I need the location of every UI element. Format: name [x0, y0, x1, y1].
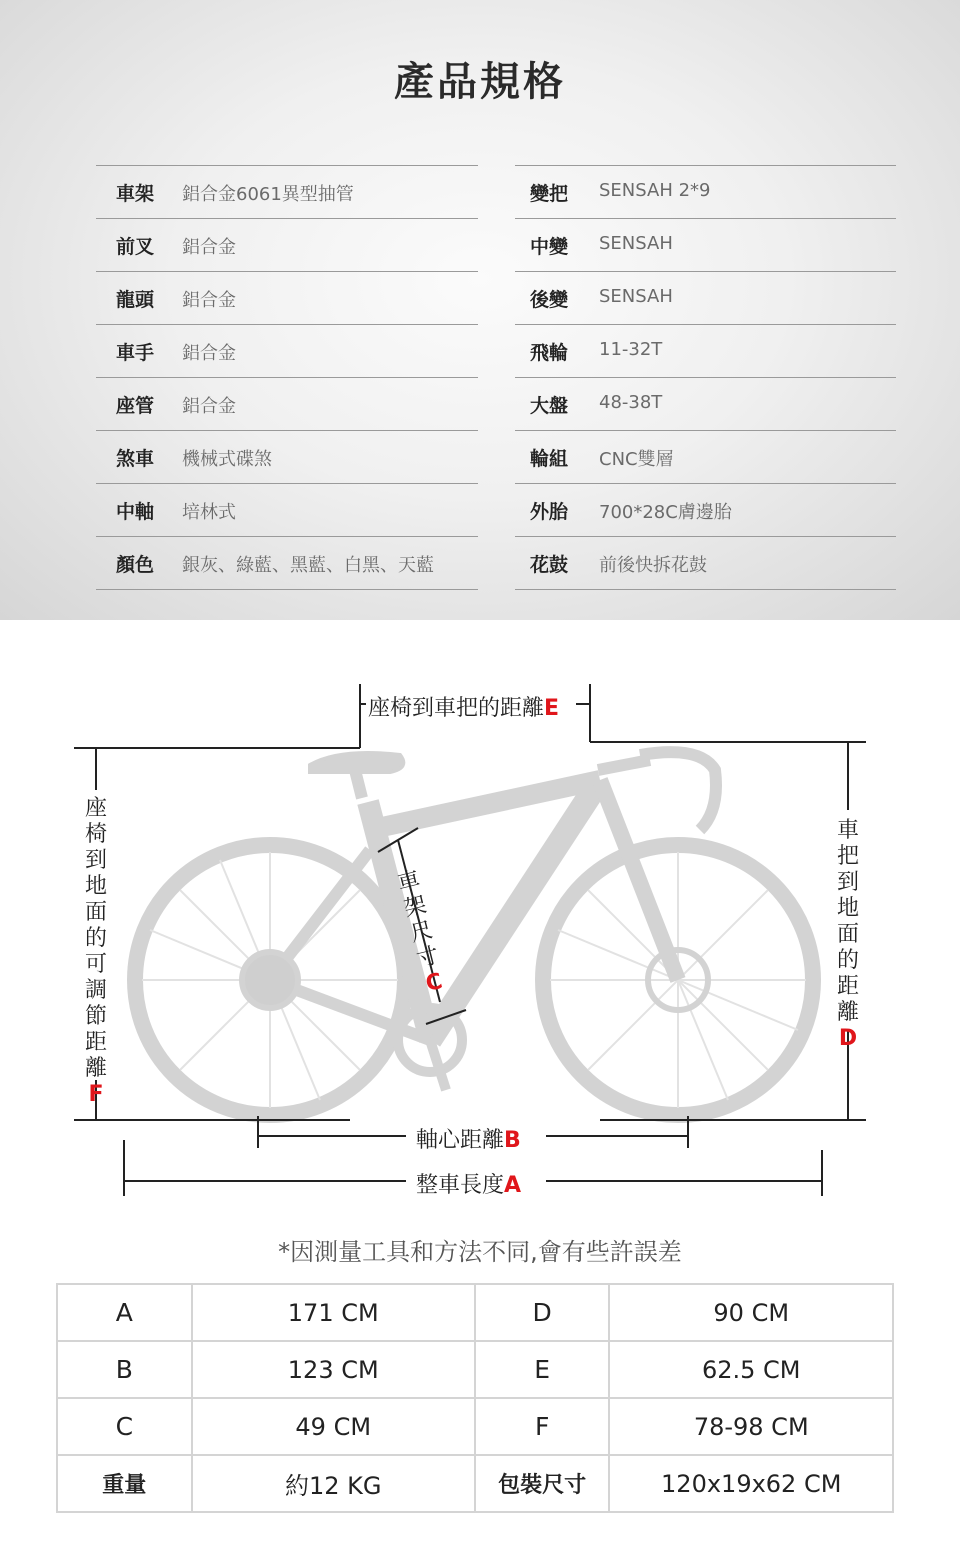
table-value: 171 CM — [192, 1284, 475, 1341]
spec-label: 輪組 — [530, 448, 569, 470]
table-row — [57, 1284, 893, 1341]
label-char: 距 — [836, 974, 859, 999]
label-char: 節 — [84, 1004, 107, 1029]
table-value: 123 CM — [192, 1341, 475, 1398]
spec-row — [96, 218, 478, 271]
spec-label: 花鼓 — [530, 554, 569, 576]
table-key: 包裝尺寸 — [475, 1455, 610, 1512]
spec-left-column — [96, 165, 478, 590]
label-char: 離 — [836, 1000, 859, 1025]
seat-height-letter: F — [88, 1082, 104, 1107]
spec-label: 變把 — [530, 183, 569, 205]
spec-value: 鋁合金 — [182, 343, 236, 364]
label-char: 到 — [84, 848, 107, 873]
seat-to-bar-label — [368, 691, 559, 722]
label-char: 椅 — [84, 822, 107, 847]
table-value: 49 CM — [192, 1398, 475, 1455]
spec-row — [515, 377, 896, 430]
spec-row — [515, 165, 896, 218]
spec-label: 座管 — [116, 395, 155, 417]
table-value: 62.5 CM — [609, 1341, 893, 1398]
spec-value: 48-38T — [599, 392, 663, 413]
bar-height-label — [835, 818, 861, 1052]
spec-row — [96, 377, 478, 430]
spec-value: 11-32T — [599, 339, 663, 360]
label-char: 地 — [84, 874, 107, 899]
label-char: 地 — [836, 896, 859, 921]
spec-value: 銀灰、綠藍、黑藍、白黑、天藍 — [182, 555, 434, 576]
table-value: 90 CM — [609, 1284, 893, 1341]
table-key: A — [57, 1284, 192, 1341]
spec-row — [515, 536, 896, 590]
label-char: 座 — [84, 796, 107, 821]
label-char: 的 — [84, 926, 107, 951]
spec-section — [0, 0, 960, 620]
spec-title: 產品規格 — [394, 59, 566, 105]
seat-height-label — [83, 796, 109, 1108]
table-value: 78-98 CM — [609, 1398, 893, 1455]
spec-label: 顏色 — [116, 554, 155, 576]
spec-value: SENSAH — [599, 233, 673, 254]
spec-value: 鋁合金 — [182, 290, 236, 311]
spec-label: 煞車 — [116, 448, 155, 470]
spec-right-column — [515, 165, 896, 590]
spec-row — [515, 430, 896, 483]
spec-label: 車手 — [116, 342, 155, 364]
spec-value: SENSAH 2*9 — [599, 180, 711, 201]
table-key: D — [475, 1284, 610, 1341]
table-key: F — [475, 1398, 610, 1455]
label-char: 寸 — [414, 943, 442, 973]
label-char: 調 — [84, 978, 107, 1003]
measurement-note: *因測量工具和方法不同,會有些許誤差 — [278, 1238, 682, 1266]
bike-geometry-diagram — [0, 620, 960, 1270]
spec-value: SENSAH — [599, 286, 673, 307]
spec-label: 飛輪 — [530, 342, 569, 364]
label-char: 面 — [836, 922, 859, 947]
label-char: 的 — [836, 948, 859, 973]
spec-row — [96, 324, 478, 377]
label-char: 面 — [84, 900, 107, 925]
total-length-text: 整車長度 — [416, 1173, 505, 1198]
spec-row — [96, 165, 478, 218]
spec-row — [96, 536, 478, 590]
spec-value: 機械式碟煞 — [182, 449, 272, 470]
spec-label: 後變 — [530, 289, 569, 311]
wheelbase-text: 軸心距離 — [416, 1128, 505, 1153]
total-length-letter: A — [504, 1173, 522, 1198]
bike-silhouette — [135, 752, 813, 1115]
spec-value: 鋁合金 — [182, 237, 236, 258]
stem — [598, 760, 650, 770]
seat-to-bar-text: 座椅到車把的距離 — [368, 696, 545, 721]
spec-row — [96, 430, 478, 483]
label-char: 車 — [395, 867, 423, 897]
label-char: 車 — [836, 818, 859, 843]
label-char: 距 — [84, 1030, 107, 1055]
spec-value: 700*28C膚邊胎 — [599, 502, 732, 523]
spec-label: 前叉 — [116, 236, 155, 258]
table-value: 120x19x62 CM — [609, 1455, 893, 1512]
total-length-label — [416, 1168, 521, 1199]
table-key: E — [475, 1341, 610, 1398]
spec-row — [96, 483, 478, 536]
spec-value: 培林式 — [182, 502, 236, 523]
table-key: 重量 — [57, 1455, 192, 1512]
label-char: 可 — [84, 952, 107, 977]
spec-label: 車架 — [116, 183, 155, 205]
measurement-lines — [74, 684, 866, 1196]
label-char: 到 — [836, 870, 859, 895]
frame-size-letter: C — [423, 968, 446, 998]
spec-label: 中軸 — [116, 501, 155, 523]
spec-value: 鋁合金6061異型抽管 — [182, 184, 354, 205]
spec-label: 中變 — [530, 236, 569, 258]
spec-row — [515, 218, 896, 271]
spec-row — [515, 271, 896, 324]
table-row — [57, 1455, 893, 1512]
wheelbase-label — [416, 1123, 521, 1154]
measurement-table — [56, 1283, 894, 1513]
table-value: 約12 KG — [192, 1455, 475, 1512]
table-row — [57, 1398, 893, 1455]
spec-label: 外胎 — [530, 501, 569, 523]
handlebar — [640, 752, 716, 830]
table-row — [57, 1341, 893, 1398]
spec-row — [515, 324, 896, 377]
table-key: B — [57, 1341, 192, 1398]
label-char: 把 — [836, 844, 859, 869]
wheelbase-letter: B — [504, 1128, 521, 1153]
cassette — [242, 952, 298, 1008]
seat-to-bar-letter: E — [544, 696, 560, 721]
spec-value: 前後快拆花鼓 — [599, 555, 707, 576]
spec-label: 大盤 — [530, 395, 569, 417]
label-char: 尺 — [407, 917, 436, 948]
table-key: C — [57, 1398, 192, 1455]
label-char: 架 — [401, 892, 430, 923]
spec-value: 鋁合金 — [182, 396, 236, 417]
bar-height-letter: D — [838, 1026, 858, 1051]
spec-row — [96, 271, 478, 324]
spec-value: CNC雙層 — [599, 449, 674, 470]
saddle — [310, 753, 403, 772]
spec-label: 龍頭 — [116, 289, 155, 311]
label-char: 離 — [84, 1056, 107, 1081]
spec-row — [515, 483, 896, 536]
